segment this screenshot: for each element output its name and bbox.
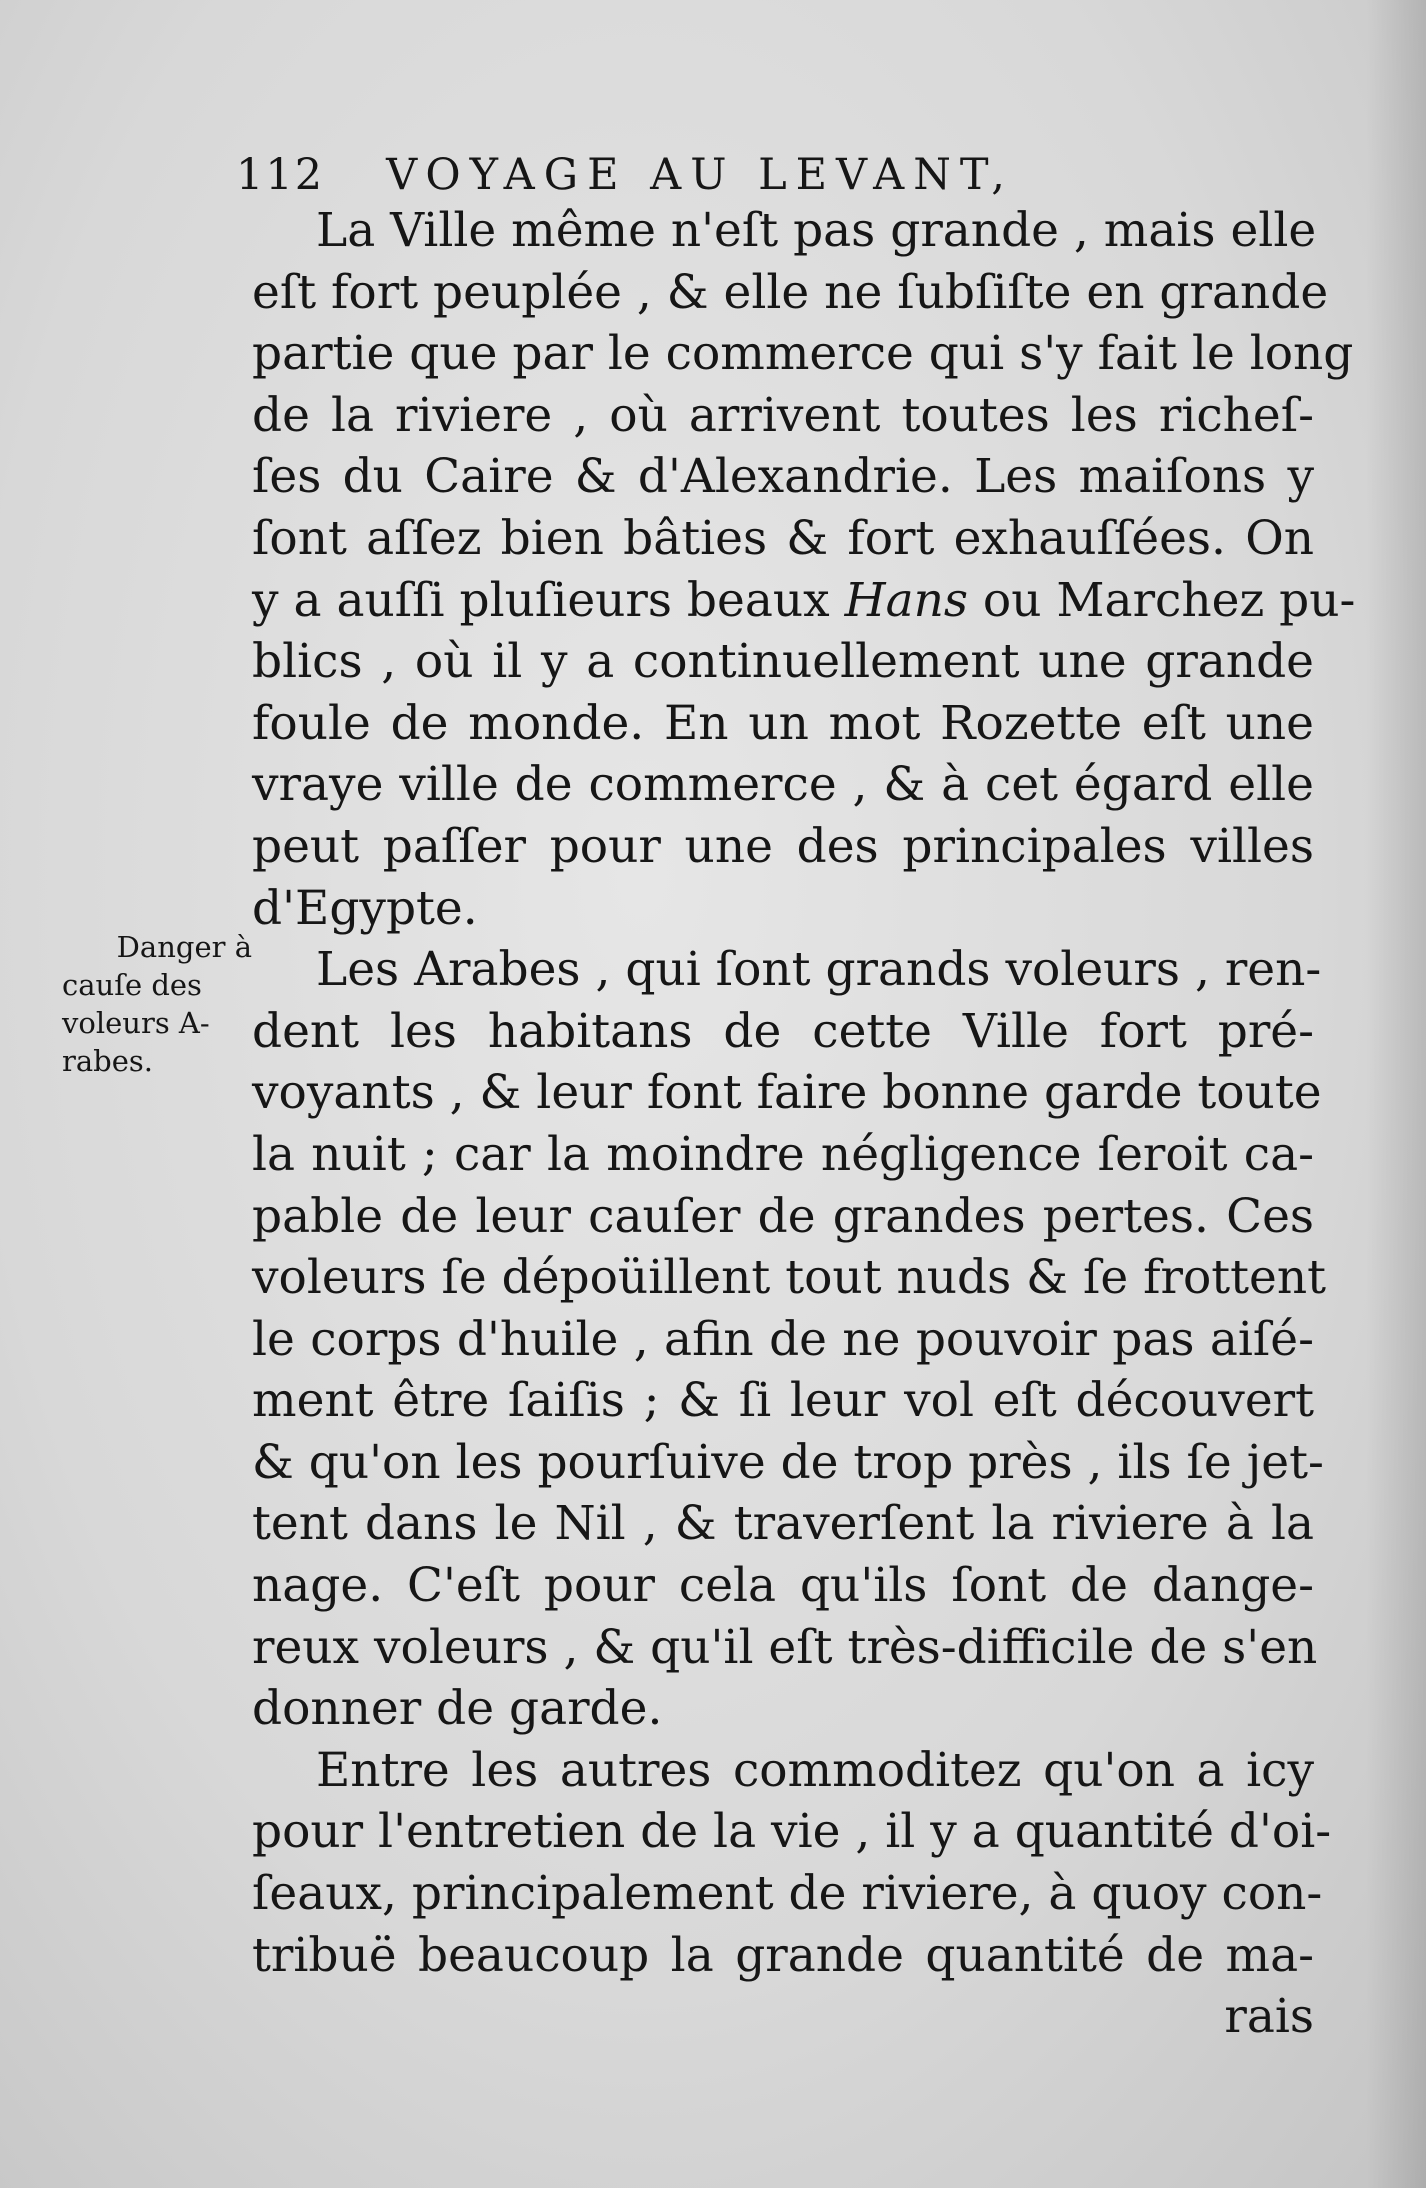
text-line: blics , où il y a continuellement une grande bbox=[252, 634, 1314, 690]
text-line: Entre les autres commoditez qu'on a icy bbox=[316, 1742, 1314, 1798]
text-line: reux voleurs , & qu'il eſt très-difficile de s'en bbox=[252, 1619, 1318, 1675]
text-line: tent dans le Nil , & traverſent la riviere à la bbox=[252, 1496, 1314, 1552]
text-line: pable de leur cauſer de grandes pertes. Ces bbox=[252, 1188, 1314, 1244]
page-number: 112 bbox=[236, 150, 325, 200]
text-line: eſt fort peuplée , & elle ne ſubſiſte en grande bbox=[252, 264, 1329, 320]
marginal-note bbox=[62, 928, 252, 1080]
running-header bbox=[236, 150, 1316, 200]
text-line: dent les habitans de cette Ville fort pré- bbox=[252, 1003, 1314, 1059]
text-line: peut paſſer pour une des principales villes bbox=[252, 818, 1314, 874]
marginal-note-line: cauſe des bbox=[62, 968, 202, 1002]
text-line: voleurs ſe dépoüillent tout nuds & ſe frottent bbox=[252, 1250, 1327, 1306]
text-line: pour l'entretien de la vie , il y a quantité d'oi- bbox=[252, 1804, 1332, 1860]
text-line: le corps d'huile , afin de ne pouvoir pas aiſé- bbox=[252, 1311, 1314, 1367]
text-line: voyants , & leur font faire bonne garde toute bbox=[252, 1065, 1322, 1121]
marginal-note-line: Danger à bbox=[116, 930, 252, 964]
catchword: rais bbox=[1224, 1989, 1314, 2045]
text-line: tribuë beaucoup la grande quantité de ma- bbox=[252, 1927, 1314, 1983]
marginal-note-line: voleurs A- bbox=[62, 1006, 210, 1040]
text-line: nage. C'eſt pour cela qu'ils ſont de dange- bbox=[252, 1558, 1314, 1614]
text-line: y a auſſi pluſieurs beaux Hans ou Marchez pu- bbox=[252, 572, 1356, 628]
running-title: VOYAGE AU LEVANT, bbox=[386, 150, 1014, 200]
italic-word: Hans bbox=[844, 572, 968, 628]
text-line: de la riviere , où arrivent toutes les richeſ- bbox=[252, 387, 1314, 443]
marginal-note-line: rabes. bbox=[62, 1044, 153, 1078]
text-line: Les Arabes , qui ſont grands voleurs , ren- bbox=[316, 942, 1322, 998]
text-line: la nuit ; car la moindre négligence ſeroit ca- bbox=[252, 1126, 1314, 1182]
text-line: ment être ſaiſis ; & ſi leur vol eſt découvert bbox=[252, 1373, 1314, 1429]
text-line: partie que par le commerce qui s'y fait le long bbox=[252, 326, 1354, 382]
text-line: foule de monde. En un mot Rozette eſt une bbox=[252, 695, 1314, 751]
text-line: ſont aſſez bien bâties & fort exhauſſées. On bbox=[252, 510, 1314, 566]
text-line: La Ville même n'eſt pas grande , mais elle bbox=[316, 203, 1317, 258]
bleed-through-text bbox=[20, 390, 33, 436]
text-line: donner de garde. bbox=[252, 1681, 663, 1737]
text-line: d'Egypte. bbox=[252, 880, 478, 936]
body-text bbox=[252, 200, 1356, 2048]
text-line: ſes du Caire & d'Alexandrie. Les maiſons y bbox=[252, 449, 1314, 505]
text-line: vraye ville de commerce , & à cet égard elle bbox=[252, 757, 1314, 813]
text-line: ſeaux, principalement de riviere, à quoy con- bbox=[252, 1866, 1323, 1922]
page-edge-shadow bbox=[1366, 0, 1426, 2188]
text-line: & qu'on les pourſuive de trop près , ils ſe jet- bbox=[252, 1434, 1324, 1490]
